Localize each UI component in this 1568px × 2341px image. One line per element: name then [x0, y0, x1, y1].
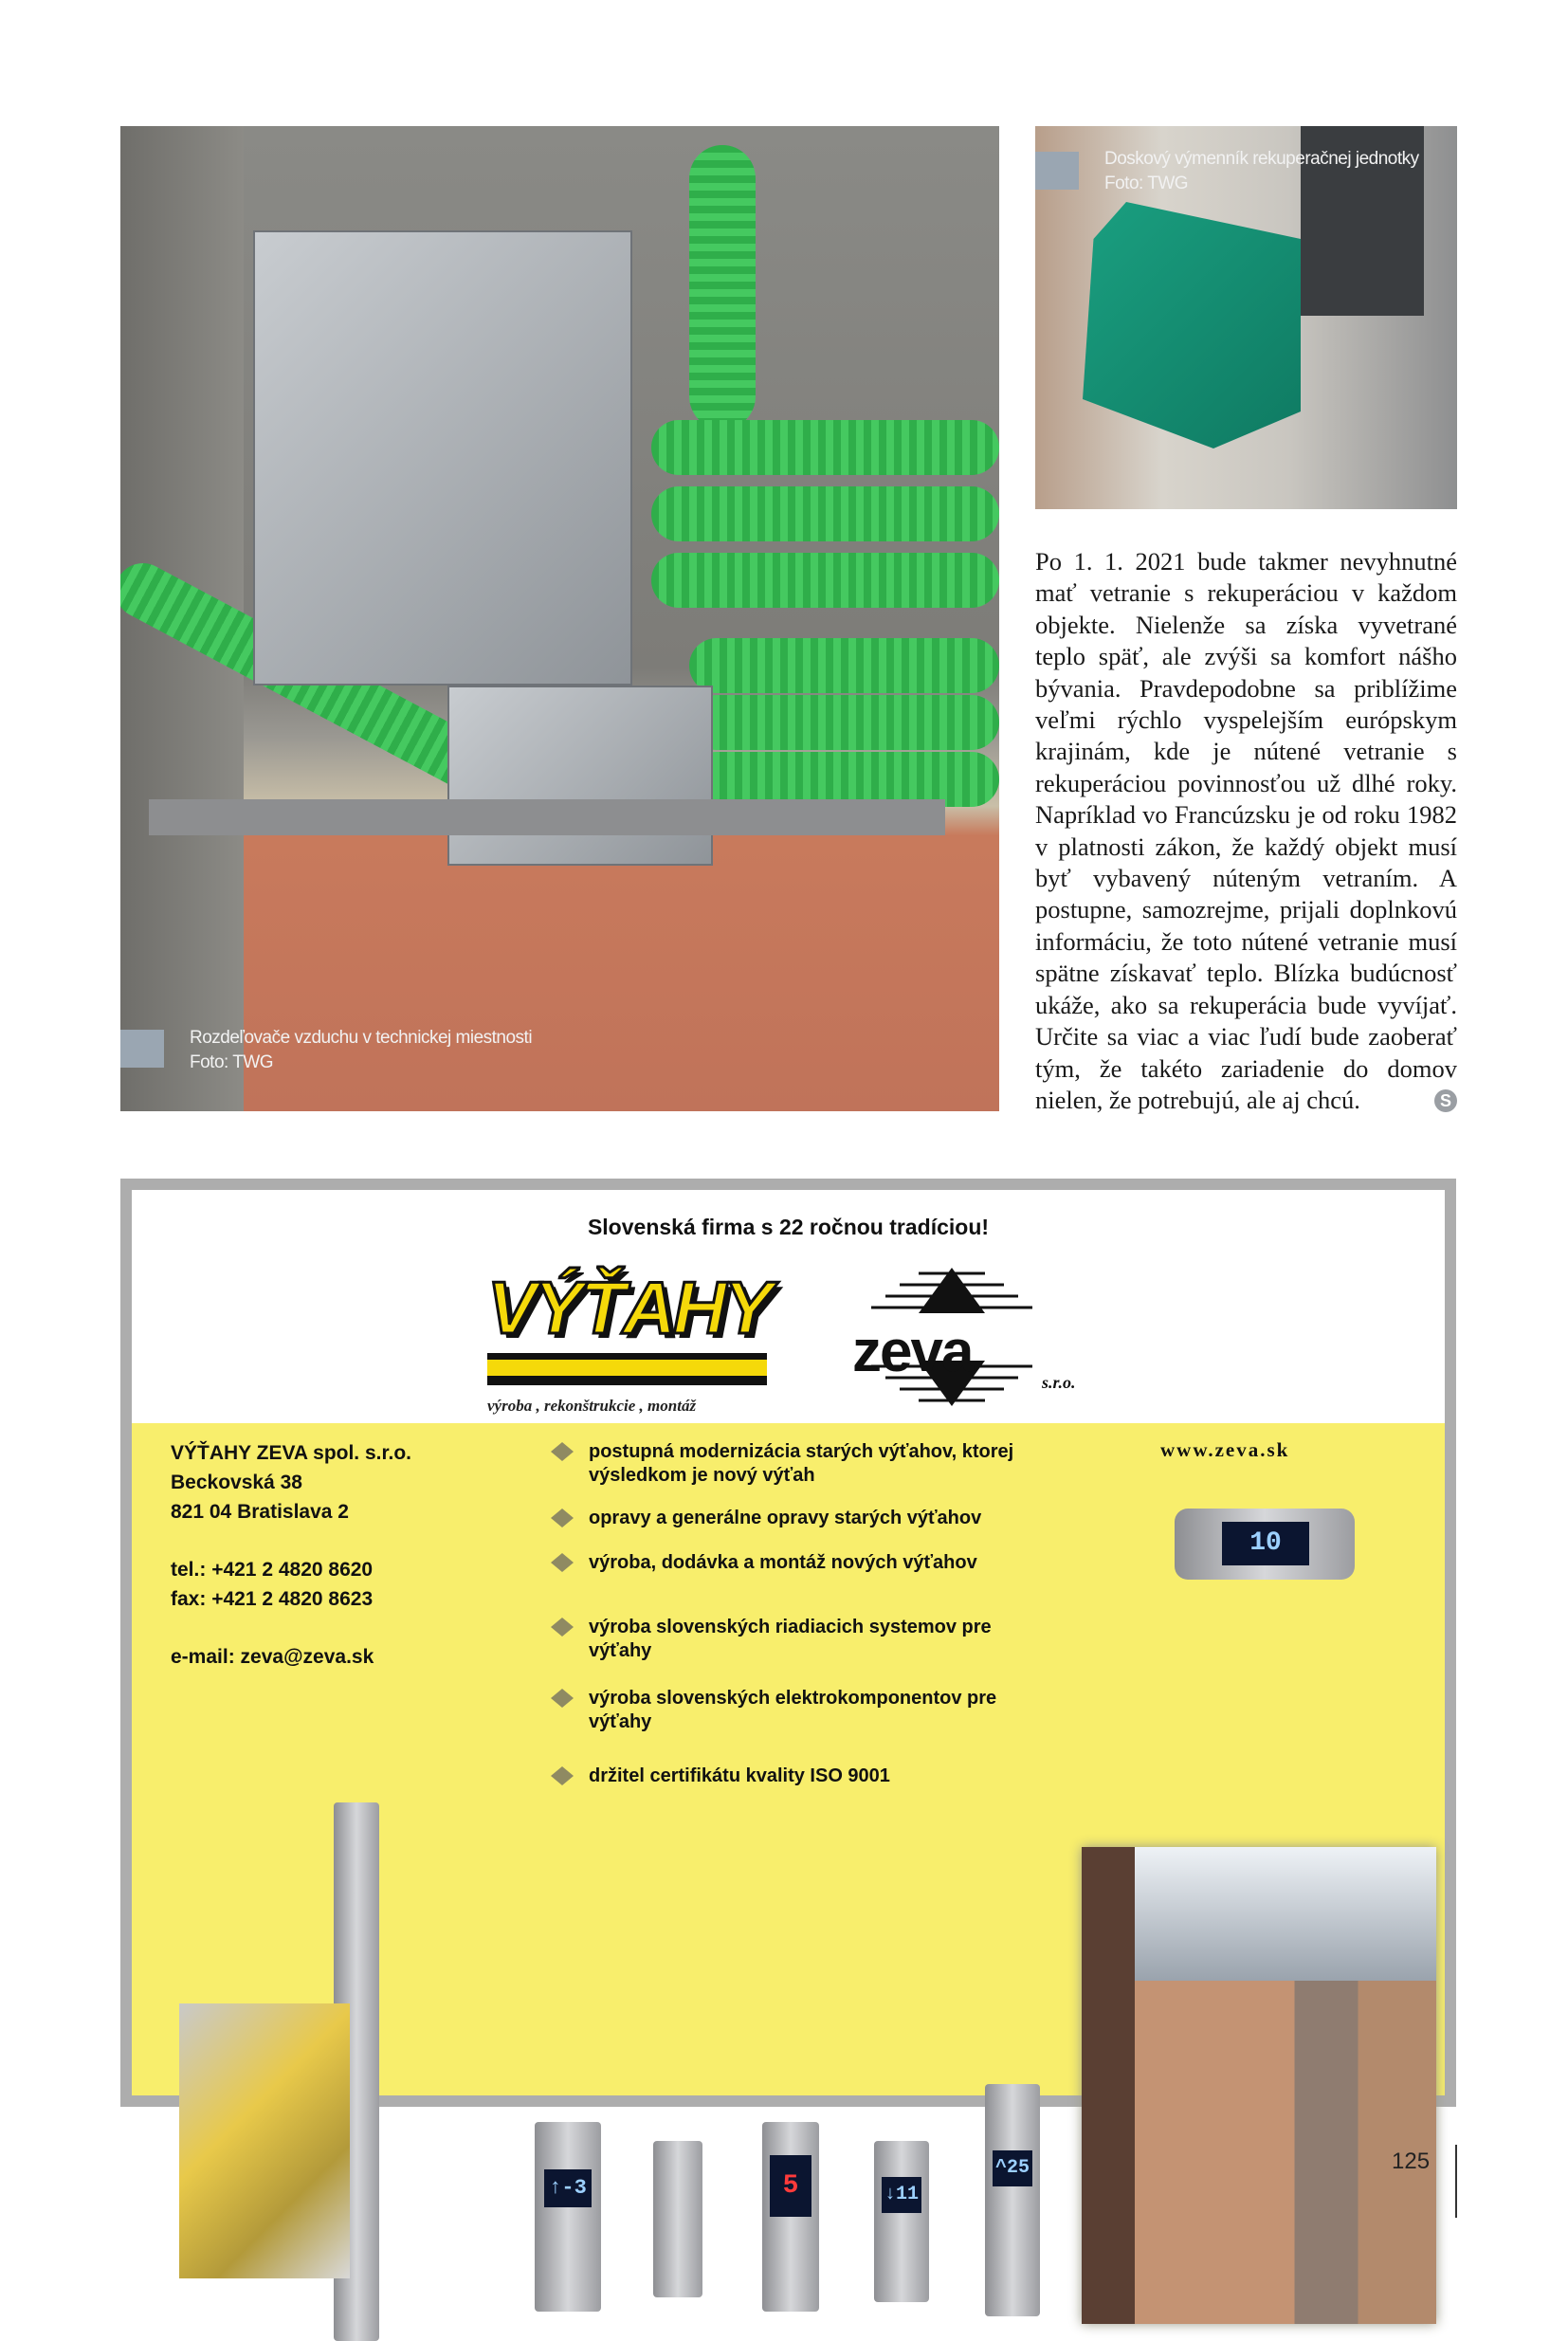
caption-text: Rozdeľovače vzduchu v technickej miestnosti: [190, 1028, 533, 1048]
hose: [651, 420, 999, 475]
caption-marker: [120, 1030, 164, 1068]
end-of-article-icon: S: [1434, 1089, 1457, 1112]
caption-text: Doskový výmenník rekuperačnej jednotky: [1104, 149, 1419, 169]
hose: [651, 486, 999, 541]
fax-value: +421 2 4820 8623: [211, 1588, 374, 1610]
floor-indicator-product: [1175, 1509, 1355, 1580]
photo-air-distributors: [120, 126, 999, 1111]
tel-label: tel.:: [171, 1559, 207, 1581]
service-text: postupná modernizácia starých výťahov, ktorej výsledkom je nový výťah: [589, 1441, 1014, 1486]
service-item: [549, 1687, 1051, 1734]
page-number: 125: [1392, 2149, 1431, 2174]
distributor-box: [253, 230, 632, 686]
hose: [689, 638, 999, 693]
website-link[interactable]: www.zeva.sk: [1160, 1438, 1290, 1461]
company-name: VÝŤAHY ZEVA spol. s.r.o.: [171, 1442, 411, 1464]
address-city: 821 04 Bratislava 2: [171, 1501, 349, 1523]
phone-line: [171, 1555, 411, 1584]
hose: [689, 145, 756, 430]
zeva-bullet-icon: [551, 1766, 574, 1785]
logo-vytahy: [487, 1266, 772, 1417]
floor-display: ↑-3: [544, 2169, 592, 2207]
caption-credit: Foto: TWG: [190, 1052, 274, 1072]
exchanger-core: [1083, 202, 1301, 448]
service-item: [549, 1440, 1080, 1488]
service-text: držitel certifikátu kvality ISO 9001: [589, 1765, 890, 1786]
email-line: [171, 1642, 411, 1672]
hose: [651, 553, 999, 608]
zeva-bullet-icon: [551, 1689, 574, 1708]
pipe: [149, 799, 945, 835]
cabin-ceiling-lights: [1135, 1847, 1436, 1981]
email-link[interactable]: zeva@zeva.sk: [240, 1646, 374, 1668]
article-body: [1035, 546, 1457, 1116]
page-number-rule: [1455, 2145, 1457, 2218]
hose: [689, 695, 999, 750]
floor-display: ↓11: [882, 2177, 921, 2213]
distributor-box: [447, 686, 713, 866]
service-item: [549, 1507, 1080, 1530]
controller-cabinet-photo: [179, 2003, 350, 2278]
floor-display: 5: [770, 2155, 811, 2217]
service-text: výroba, dodávka a montáž nových výťahov: [589, 1552, 977, 1573]
tel-value: +421 2 4820 8620: [211, 1559, 374, 1581]
logo-vytahy-word: VÝŤAHY: [487, 1266, 771, 1349]
address-street: Beckovská 38: [171, 1472, 302, 1493]
service-item: [549, 1616, 1042, 1663]
service-text: výroba slovenských riadiacich systemov pre výťahy: [589, 1617, 992, 1661]
call-button-panel: [762, 2122, 819, 2312]
photo-caption: [190, 1026, 532, 1075]
caption-credit: Foto: TWG: [1104, 174, 1189, 193]
service-item: [549, 1551, 994, 1575]
call-button-panel: [535, 2122, 601, 2312]
logo-zeva-word: zeva: [852, 1319, 973, 1384]
fax-label: fax:: [171, 1588, 207, 1610]
service-text: opravy a generálne opravy starých výťahov: [589, 1508, 982, 1528]
article-paragraph: Po 1. 1. 2021 bude takmer nevyhnutné mať vetranie s rekuperáciou v každom objekte. Nielenže sa získa vyvetrané teplo späť, ale zvýši sa komfort nášho bývania. Pravdepodobne sa priblížime veľmi rýchlo vyspelejším európskym krajinám, kde je nútené vetranie s rekuperáciou povinnosťou už dlhé roky. Napríklad vo Francúzsku je od roku 1982 v platnosti zákon, že každý objekt musí byť vybavený núteným vetraním. A postupne, samozrejme, prijali doplnkovú informáciu, že toto nútené vetranie musí spätne získavať teplo. Blízka budúcnosť ukáže, ako sa rekuperácia bude vyvíjať. Určite sa viac a viac ľudí bude zaoberať tým, že takéto zariadenie do domov nielen, že potrebujú, ale aj chcú.: [1035, 547, 1457, 1114]
logo-zeva-suffix: s.r.o.: [1042, 1373, 1076, 1392]
zeva-bullet-icon: [551, 1618, 574, 1637]
photo-caption: [1104, 147, 1419, 196]
call-button-panel: [874, 2141, 929, 2302]
floor-display: ^25: [993, 2150, 1032, 2186]
logo-zeva: [852, 1266, 1118, 1408]
zeva-bullet-icon: [551, 1509, 574, 1527]
fax-line: [171, 1584, 411, 1614]
logo-tagline: výroba , rekonštrukcie , montáž: [487, 1397, 697, 1415]
service-item: [549, 1765, 1080, 1788]
zeva-bullet-icon: [551, 1442, 574, 1461]
zeva-bullet-icon: [551, 1553, 574, 1572]
ad-headline: Slovenská firma s 22 ročnou tradíciou!: [587, 1215, 990, 1239]
ad-header: [132, 1190, 1445, 1423]
service-text: výroba slovenských elektrokomponentov pre výťahy: [589, 1688, 997, 1732]
advertisement-zeva: [120, 1179, 1456, 2205]
ad-body: [132, 1423, 1445, 2205]
email-label: e-mail:: [171, 1646, 235, 1668]
elevator-cabin-photo: [1082, 1847, 1436, 2324]
photo-heat-exchanger: [1035, 126, 1457, 509]
logo-bar: [487, 1353, 767, 1385]
call-button-panel: [985, 2084, 1040, 2316]
call-button-panel: [653, 2141, 702, 2297]
caption-marker: [1035, 152, 1079, 190]
contact-block: [171, 1438, 411, 1672]
floor-display: 10: [1222, 1522, 1309, 1565]
